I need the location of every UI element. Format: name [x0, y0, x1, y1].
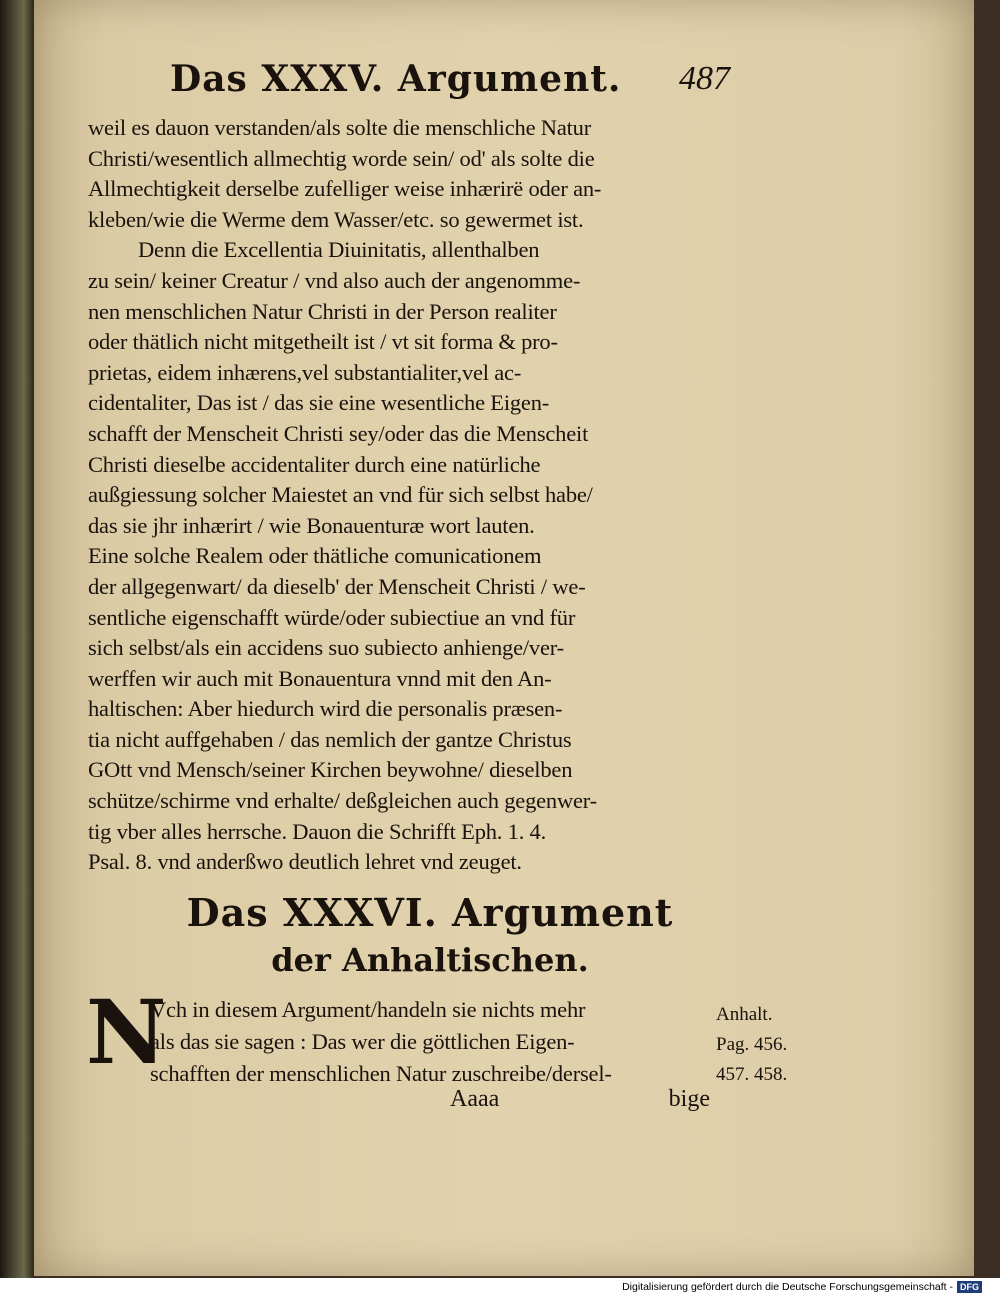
header-title: Das XXXV. Argument.	[170, 58, 622, 100]
text-line: Denn die Excellentia Diuinitatis, allenthalben	[138, 237, 540, 263]
final-paragraph	[150, 994, 710, 1090]
text-line: außgiessung solcher Maiestet an vnd für sich selbst habe/	[88, 482, 593, 508]
text-line: Psal. 8. vnd anderßwo deutlich lehret vnd zeuget.	[88, 849, 522, 875]
book-spine	[0, 0, 34, 1278]
text-line: weil es dauon verstanden/als solte die menschliche Natur	[88, 115, 592, 140]
footer-text: Digitalisierung gefördert durch die Deutsche Forschungsgemeinschaft -	[622, 1281, 953, 1293]
body-text	[88, 113, 728, 878]
footer-credit	[622, 1281, 982, 1293]
marginal-note	[716, 1000, 816, 1090]
marginal-line: Anhalt.	[716, 1004, 773, 1025]
text-line: haltischen: Aber hiedurch wird die personalis præsen-	[88, 696, 563, 722]
heading-line-2: der Anhaltischen.	[271, 941, 589, 979]
catchword: bige	[668, 1086, 710, 1112]
text-line: prietas, eidem inhærens,vel substantialiter,vel ac-	[88, 359, 522, 385]
text-line: als das sie sagen : Das wer die göttlichen Eigen-	[150, 1029, 575, 1054]
text-line: cidentaliter, Das ist / das sie eine wesentliche Eigen-	[88, 390, 550, 416]
page-number: 487	[679, 60, 730, 97]
text-line: Christi dieselbe accidentaliter durch eine natürliche	[88, 451, 541, 477]
drop-initial: N	[86, 980, 167, 1084]
marginal-line: 457. 458.	[716, 1064, 788, 1085]
text-line: schütze/schirme vnd erhalte/ deßgleichen auch gegenwer-	[88, 788, 597, 814]
text-line: das sie jhr inhærirt / wie Bonauenturæ wort lauten.	[88, 512, 535, 538]
text-line: GOtt vnd Mensch/seiner Kirchen beywohne/ dieselben	[88, 757, 573, 783]
text-line: sentliche eigenschafft würde/oder subiectiue an vnd für	[88, 604, 576, 630]
section-heading	[140, 888, 720, 982]
text-line: kleben/wie die Werme dem Wasser/etc. so gewermet ist.	[88, 206, 584, 232]
text-line: schafften der menschlichen Natur zuschreibe/dersel-	[150, 1061, 612, 1086]
text-line: werffen wir auch mit Bonauentura vnnd mit den An-	[88, 665, 552, 691]
text-line: tia nicht auffgehaben / das nemlich der gantze Christus	[88, 726, 572, 752]
running-header	[140, 58, 730, 114]
text-line: schafft der Menscheit Christi sey/oder das die Menscheit	[88, 420, 589, 446]
text-line: tig vber alles herrsche. Dauon die Schrifft Eph. 1. 4.	[88, 818, 547, 844]
text-line: Allmechtigkeit derselbe zufelliger weise inhærirë oder an-	[88, 176, 602, 202]
catchword-row	[150, 1086, 710, 1120]
text-line: Eine solche Realem oder thätliche comunicationem	[88, 543, 542, 569]
text-line: Vch in diesem Argument/handeln sie nichts mehr	[150, 997, 586, 1022]
text-line: zu sein/ keiner Creatur / vnd also auch der angenomme-	[88, 267, 581, 293]
signature-mark: Aaaa	[450, 1086, 500, 1112]
text-line: oder thätlich nicht mitgetheilt ist / vt sit forma & pro-	[88, 329, 558, 355]
text-line: Christi/wesentlich allmechtig worde sein/ od' als solte die	[88, 145, 595, 171]
text-line: nen menschlichen Natur Christi in der Person realiter	[88, 298, 557, 324]
marginal-line: Pag. 456.	[716, 1034, 788, 1055]
text-line: der allgegenwart/ da dieselb' der Menscheit Christi / we-	[88, 573, 586, 599]
text-line: sich selbst/als ein accidens suo subiecto anhienge/ver-	[88, 635, 564, 661]
heading-line-1: Das XXXVI. Argument	[186, 890, 674, 935]
dfg-logo[interactable]: DFG	[957, 1281, 982, 1293]
